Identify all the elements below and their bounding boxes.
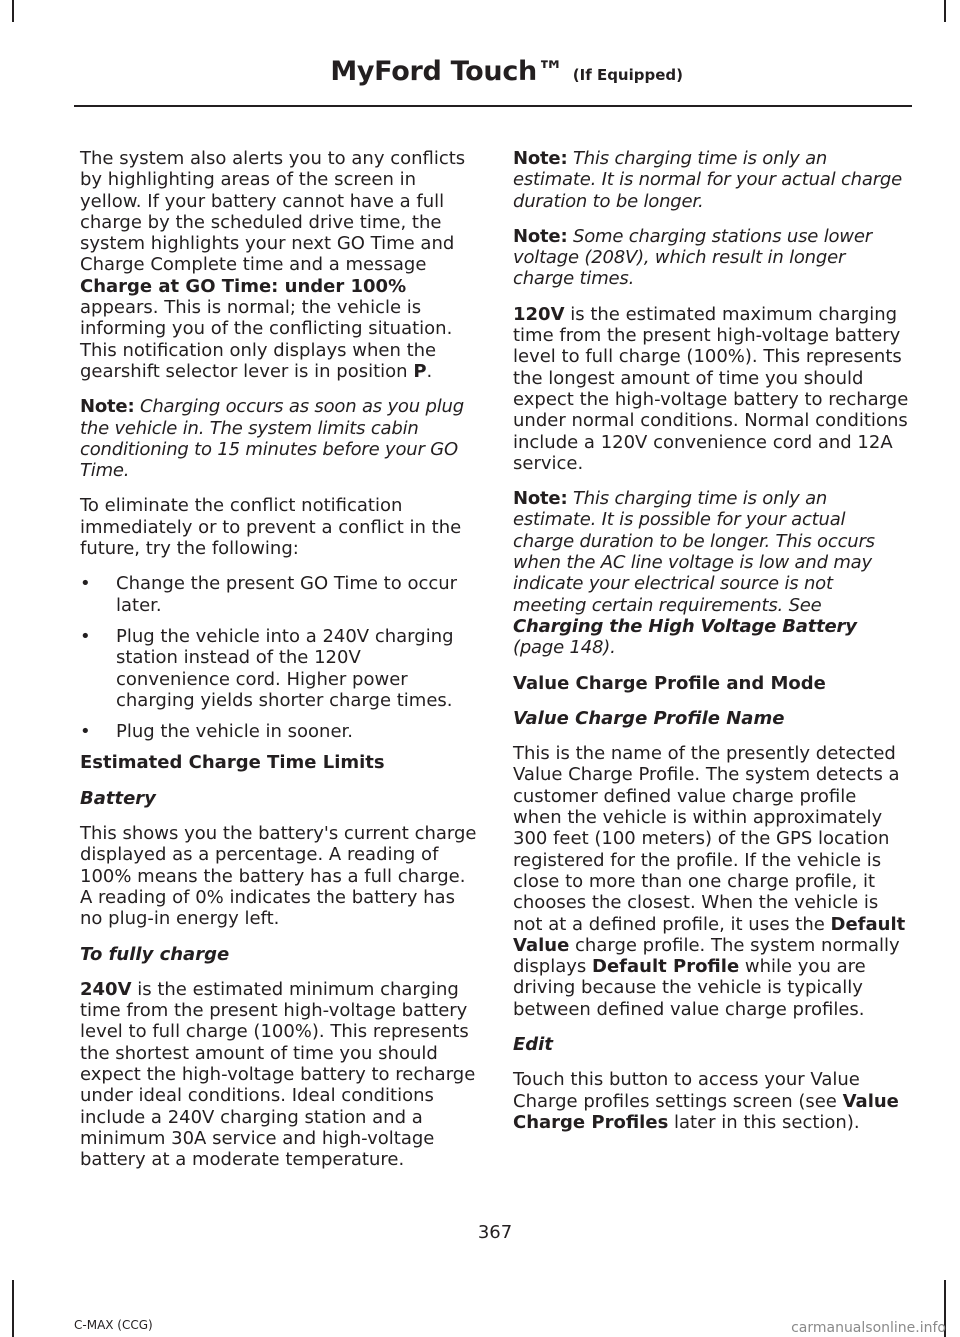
subheading-battery: Battery <box>80 787 156 809</box>
text-run: appears. This is normal; the vehicle is informing you of the conflicting situation. This notification only displays when the gearshift selector lever is in position <box>80 297 453 382</box>
eliminate-paragraph: To eliminate the conflict notification immediately or to prevent a conflict in the future, try the following: <box>80 495 462 560</box>
cross-reference-link[interactable]: Charging the High Voltage Battery <box>513 615 857 637</box>
term-default-profile: Default Profile <box>592 956 740 978</box>
text-run: charge profile. The system normally displays <box>513 934 900 978</box>
term-240v: 240V <box>80 978 132 1000</box>
watermark: carmanualsonline.info <box>791 1320 946 1336</box>
note-text: This charging time is only an estimate. It is possible for your actual charge duration to be longer. This occurs when the AC line voltage is low and may indicate your electrical source is not meeting certain requirements. See <box>513 488 875 616</box>
left-column <box>80 148 477 1184</box>
term-120v: 120V <box>513 303 565 325</box>
note-text: Charging occurs as soon as you plug the vehicle in. The system limits cabin conditioning to 15 minutes before your GO Time. <box>80 396 464 482</box>
profile-name-paragraph <box>513 743 910 1020</box>
list-item-text: Plug the vehicle in sooner. <box>116 721 353 743</box>
conflict-paragraph <box>80 148 477 382</box>
text-run: Touch this button to access your Value Charge profiles settings screen (see <box>513 1069 860 1112</box>
note-label: Note: <box>513 148 568 169</box>
list-item-text: Change the present GO Time to occur later. <box>116 573 458 616</box>
suggestion-list <box>80 573 477 742</box>
crop-mark-bottom-left <box>12 1280 14 1337</box>
list-item <box>80 573 477 616</box>
text-run: while you are driving because the vehicle is typically between defined value charge profiles. <box>513 956 866 1020</box>
list-item <box>80 721 477 742</box>
note-label: Note: <box>513 488 568 510</box>
bullet-icon: • <box>80 573 91 595</box>
text-run: The system also alerts you to any conflicts by highlighting areas of the screen in yellow. If your battery cannot have a full charge by the scheduled drive time, the system highlights your next GO Time and Charge Complete time and a message <box>80 148 466 276</box>
text-run: . <box>426 360 433 382</box>
note-estimate-possible <box>513 488 910 658</box>
text-run: later in this section). <box>668 1111 860 1133</box>
term-default-value: Default Value <box>513 913 906 956</box>
edit-paragraph <box>513 1069 910 1133</box>
note-label: Note: <box>80 396 135 418</box>
subheading-profile-name: Value Charge Profile Name <box>513 707 785 729</box>
note-lower-voltage <box>513 226 910 290</box>
list-item-text: Plug the vehicle into a 240V charging station instead of the 120V convenience cord. Higher power charging yields shorter charge times. <box>116 625 454 711</box>
header-title-sub: (If Equipped) <box>572 66 683 84</box>
crop-mark-top-right <box>944 0 946 22</box>
subheading-fully-charge: To fully charge <box>80 943 230 965</box>
240v-paragraph <box>80 979 477 1171</box>
footer-model: C-MAX (CCG) <box>74 1318 153 1332</box>
note-text: Some charging stations use lower voltage (208V), which result in longer charge times. <box>513 225 872 290</box>
message-text: Charge at GO Time: under 100% <box>80 275 407 297</box>
text-run: is the estimated minimum charging time from the present high-voltage battery level to full charge (100%). This represents the shortest amount of time you should expect the high-voltage battery to recharge under ideal conditions. Ideal conditions include a 240V charging station and a minimum 30A service and high-voltage battery at a moderate temperature. <box>80 978 476 1171</box>
gear-position-text: P <box>413 360 427 382</box>
battery-paragraph: This shows you the battery's current charge displayed as a percentage. A reading of 100% means the battery has a full charge. A reading of 0% indicates the battery has no plug-in energy left. <box>80 823 477 930</box>
page-number: 367 <box>477 1222 513 1243</box>
note-label: Note: <box>513 225 568 247</box>
list-item <box>80 626 477 711</box>
page-reference: (page 148). <box>513 637 616 659</box>
120v-paragraph <box>513 304 910 474</box>
bullet-icon: • <box>80 625 91 647</box>
heading-charge-time-limits: Estimated Charge Time Limits <box>80 752 385 774</box>
header-title-main: MyFord Touch™ <box>330 56 564 87</box>
header-rule <box>74 105 912 107</box>
subheading-edit: Edit <box>513 1033 553 1055</box>
page-header-title <box>330 56 683 87</box>
text-run: is the estimated maximum charging time from the present high-voltage battery level to full charge (100%). This represents the longest amount of time you should expect the high-voltage battery to recharge under normal conditions. Normal conditions include a 120V convenience cord and 12A service. <box>513 303 909 474</box>
note-estimate-normal <box>513 148 910 212</box>
heading-value-charge: Value Charge Profile and Mode <box>513 672 826 694</box>
text-run: This is the name of the presently detected Value Charge Profile. The system detects a customer defined value charge profile when the vehicle is within approximately 300 feet (100 meters) of the GPS location registered for the profile. If the vehicle is close to more than one charge profile, it chooses the closest. When the vehicle is not at a defined profile, it uses the <box>513 743 900 935</box>
crop-mark-top-left <box>12 0 14 22</box>
term-value-charge-profiles: Value Charge Profiles <box>513 1090 899 1133</box>
bullet-icon: • <box>80 721 91 743</box>
note-charging-occurs <box>80 396 477 481</box>
right-column <box>513 148 910 1147</box>
note-text: This charging time is only an estimate. It is normal for your actual charge duration to be longer. <box>513 148 902 212</box>
